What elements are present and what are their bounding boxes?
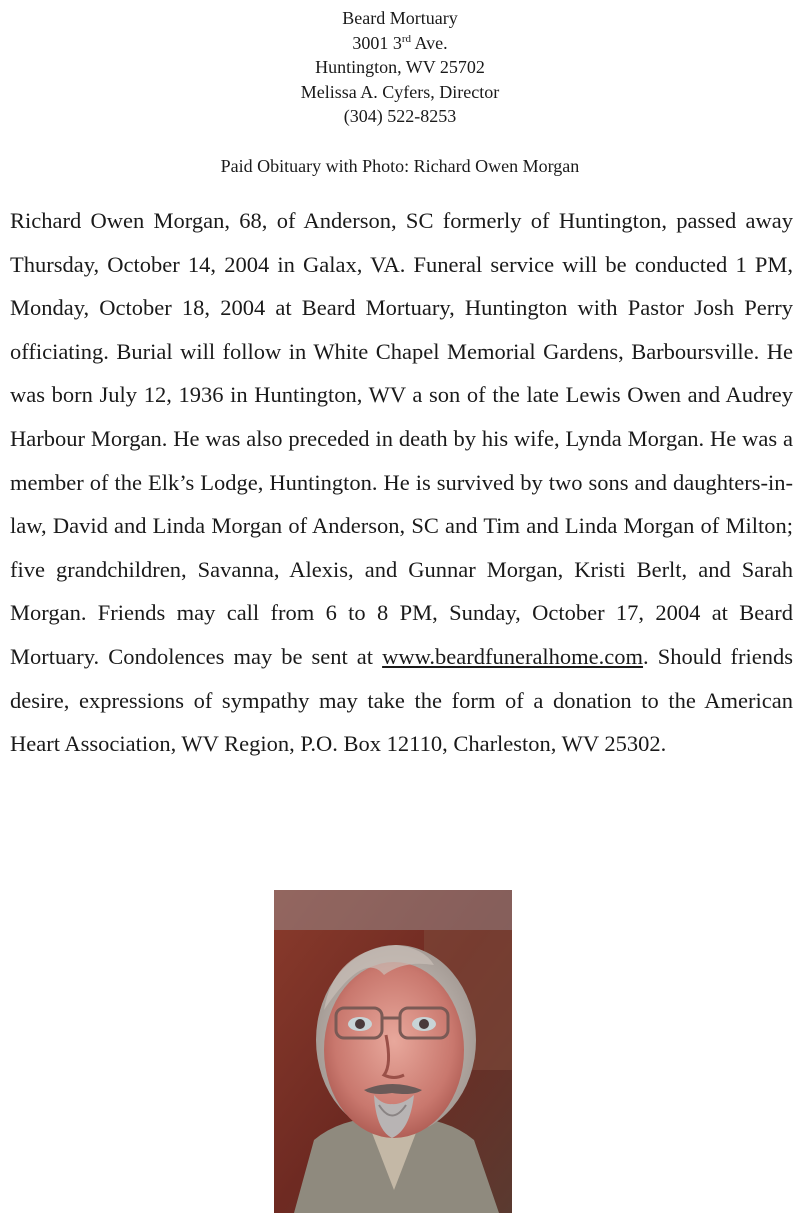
address-ordinal-suffix: rd [401, 32, 411, 45]
mortuary-letterhead [0, 6, 800, 129]
address-number: 3001 3 [352, 32, 402, 53]
portrait-photo [274, 890, 512, 1213]
mortuary-city: Huntington, WV 25702 [315, 57, 485, 77]
mortuary-phone: (304) 522-8253 [343, 106, 457, 126]
funeral-home-website-link[interactable]: www.beardfuneralhome.com [382, 643, 644, 669]
address-street: Ave. [411, 32, 448, 53]
mortuary-director: Melissa A. Cyfers, Director [300, 81, 500, 102]
obituary-title: Paid Obituary with Photo: Richard Owen Morgan [220, 156, 580, 176]
obituary-body [10, 199, 793, 766]
portrait-illustration [274, 890, 512, 1213]
obituary-text-part-2: . Should friends desire, expressions of sympathy may take the form of a donation to the American Heart Association, WV Region, P.O. Box 12110, Charleston, WV 25302. [10, 643, 793, 757]
obituary-text-part-1: Richard Owen Morgan, 68, of Anderson, SC formerly of Huntington, passed away Thursday, October 14, 2004 in Galax, VA. Funeral service will be conducted 1 PM, Monday, October 18, 2004 at Beard Mortuary, Huntington with Pastor Josh Perry officiating. Burial will follow in White Chapel Memorial Gardens, Barboursville. He was born July 12, 1936 in Huntington, WV a son of the late Lewis Owen and Audrey Harbour Morgan. He was also preceded in death by his wife, Lynda Morgan. He was a member of the Elk’s Lodge, Huntington. He is survived by two sons and daughters-in-law, David and Linda Morgan of Anderson, SC and Tim and Linda Morgan of Milton; five grandchildren, Savanna, Alexis, and Gunnar Morgan, Kristi Berlt, and Sarah Morgan. Friends may call from 6 to 8 PM, Sunday, October 17, 2004 at Beard Mortuary. Condolences may be sent at [10, 208, 793, 669]
mortuary-name: Beard Mortuary [342, 8, 458, 28]
mortuary-address [0, 31, 800, 56]
